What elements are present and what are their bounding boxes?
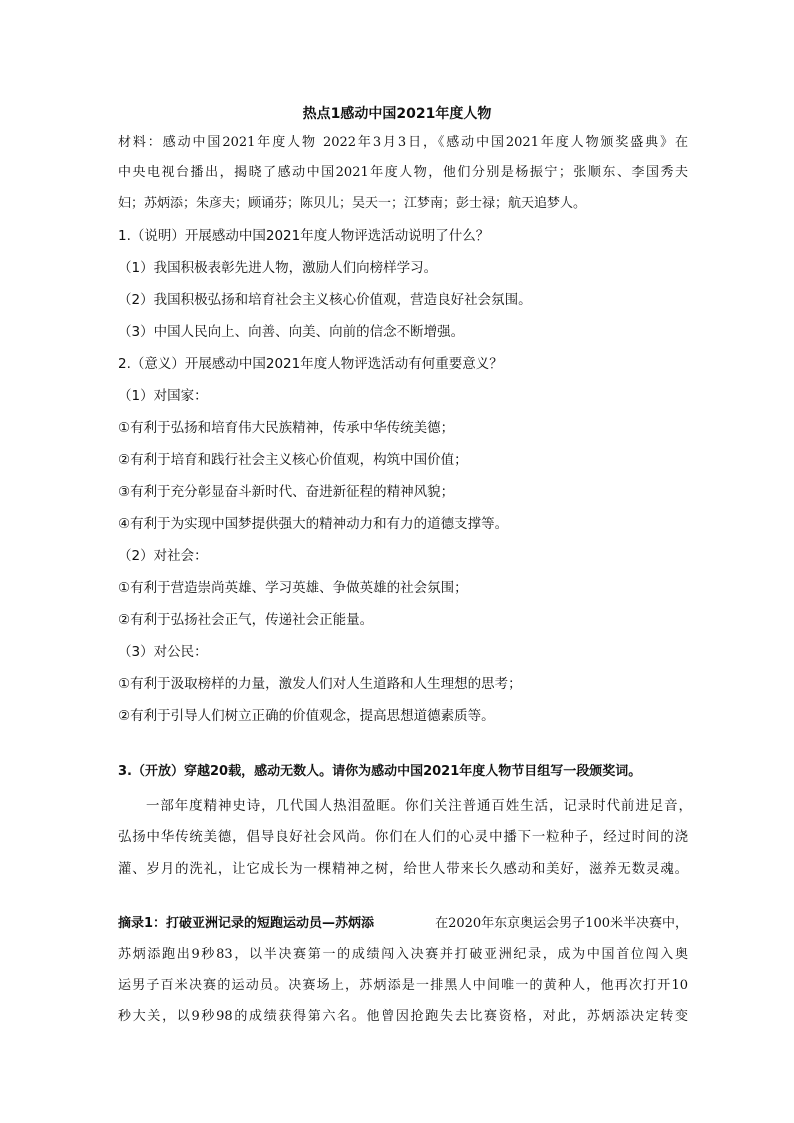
material-line-3: 妇；苏炳添；朱彦夫；顾诵芬；陈贝儿；吴天一；江梦南；彭士禄；航天追梦人。 (118, 196, 587, 211)
q2-country-point-1: ①有利于弘扬和培育伟大民族精神，传承中华传统美德； (118, 420, 455, 436)
q2-citizen-point-1: ①有利于汲取榜样的力量，激发人们对人生道路和人生理想的思考； (118, 676, 522, 692)
excerpt-label: 摘录1：打破亚洲记录的短跑运动员—苏炳添 (118, 916, 375, 931)
page-title: 热点1感动中国2021年度人物 (302, 106, 492, 122)
q2-country-point-4: ④有利于为实现中国梦提供强大的精神动力和有力的道德支撑等。 (118, 516, 509, 532)
q2-country-heading: （1）对国家： (118, 388, 208, 404)
q2-society-point-2: ②有利于弘扬社会正气，传递社会正能量。 (118, 612, 374, 628)
q2-society-point-1: ①有利于营造崇尚英雄、学习英雄、争做英雄的社会氛围； (118, 580, 468, 596)
excerpt-line-3: 运男子百米决赛的运动员。决赛场上，苏炳添是一排黑人中间唯一的黄种人，他再次打开10 (118, 978, 688, 993)
q2-society-heading: （2）对社会： (118, 548, 208, 564)
award-speech-line-1: 一部年度精神史诗，几代国人热泪盈眶。你们关注普通百姓生活，记录时代前进足音， (146, 798, 692, 814)
material-line-2: 中央电视台播出，揭晓了感动中国2021年度人物，他们分别是杨振宁；张顺东、李国秀夫 (118, 165, 688, 180)
q1-answer-1: （1）我国积极表彰先进人物，激励人们向榜样学习。 (118, 260, 438, 276)
q2-country-point-3: ③有利于充分彰显奋斗新时代、奋进新征程的精神风貌； (118, 484, 455, 500)
question-1: 1.（说明）开展感动中国2021年度人物评选活动说明了什么？ (118, 228, 490, 244)
q2-country-point-2: ②有利于培育和践行社会主义核心价值观，构筑中国价值； (118, 452, 468, 468)
q1-answer-3: （3）中国人民向上、向善、向美、向前的信念不断增强。 (118, 324, 465, 340)
excerpt-line-1 (118, 914, 688, 934)
question-2: 2.（意义）开展感动中国2021年度人物评选活动有何重要意义？ (118, 356, 503, 372)
question-3: 3.（开放）穿越20载，感动无数人。请你为感动中国2021年度人物节目组写一段颁奖词。 (118, 764, 642, 779)
excerpt-line-4: 秒大关，以9秒98的成绩获得第六名。他曾因抢跑失去比赛资格，对此，苏炳添决定转变 (118, 1009, 688, 1024)
q2-citizen-heading: （3）对公民： (118, 644, 208, 660)
award-speech-line-3: 灌、岁月的洗礼，让它成长为一棵精神之树，给世人带来长久感动和美好，滋养无数灵魂。 (118, 862, 688, 877)
q2-citizen-point-2: ②有利于引导人们树立正确的价值观念，提高思想道德素质等。 (118, 708, 495, 724)
q1-answer-2: （2）我国积极弘扬和培育社会主义核心价值观，营造良好社会氛围。 (118, 292, 532, 308)
material-line-1: 材料：感动中国2021年度人物 2022年3月3日，《感动中国2021年度人物颁奖盛典》在 (118, 135, 688, 150)
award-speech-line-2: 弘扬中华传统美德，倡导良好社会风尚。你们在人们的心灵中播下一粒种子，经过时间的浇 (118, 830, 688, 845)
excerpt-line-1-text: 在2020年东京奥运会男子100米半决赛中， (435, 916, 688, 931)
excerpt-line-2: 苏炳添跑出9秒83，以半决赛第一的成绩闯入决赛并打破亚洲纪录，成为中国首位闯入奥 (118, 947, 688, 962)
